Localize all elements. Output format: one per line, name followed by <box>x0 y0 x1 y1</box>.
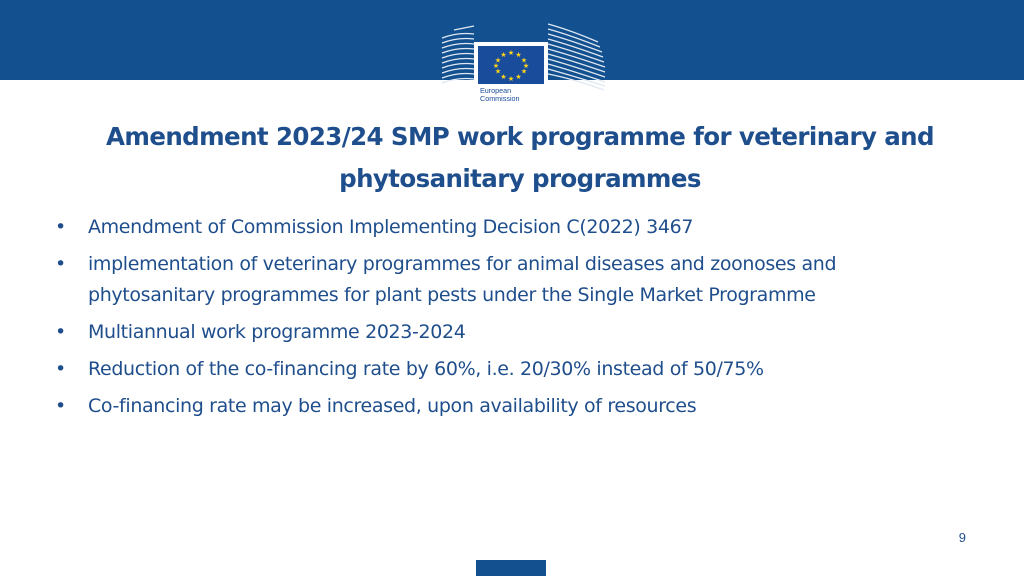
logo-building-right <box>548 24 605 90</box>
bullet-text: Multiannual work programme 2023-2024 <box>88 321 466 343</box>
bullet-marker: • <box>55 216 66 238</box>
footer-tab <box>476 560 546 576</box>
svg-text:★: ★ <box>500 51 507 59</box>
bullet-text: implementation of veterinary programmes for animal diseases and zoonoses and phytosanitary programmes for plant pests under the Single Market Programme <box>88 253 837 306</box>
bullet-item <box>55 391 955 422</box>
slide-title <box>60 116 980 200</box>
logo-text-line1: European <box>480 86 512 95</box>
svg-text:★: ★ <box>500 73 507 81</box>
bullet-marker: • <box>55 358 66 380</box>
bullet-item <box>55 317 955 348</box>
bullet-item <box>55 249 955 311</box>
logo-building-left <box>442 26 474 83</box>
bullet-text: Co-financing rate may be increased, upon availability of resources <box>88 395 697 417</box>
svg-text:★: ★ <box>520 67 528 76</box>
svg-text:★: ★ <box>494 56 502 65</box>
svg-text:★: ★ <box>507 75 515 83</box>
bullet-list <box>55 212 955 428</box>
svg-text:★: ★ <box>494 67 502 76</box>
svg-text:★: ★ <box>515 51 522 59</box>
logo-text-line2: Commission <box>480 94 520 103</box>
bullet-marker: • <box>55 321 66 343</box>
svg-text:★: ★ <box>515 73 522 81</box>
bullet-item <box>55 354 955 385</box>
svg-text:★: ★ <box>522 62 530 70</box>
slide-title-line1: Amendment 2023/24 SMP work programme for veterinary and <box>106 122 934 151</box>
svg-text:★: ★ <box>520 56 528 65</box>
bullet-item <box>55 212 955 243</box>
european-commission-logo <box>440 20 608 108</box>
bullet-marker: • <box>55 395 66 417</box>
slide-title-line2: phytosanitary programmes <box>339 164 701 193</box>
page-number: 9 <box>958 530 966 545</box>
svg-text:★: ★ <box>507 49 515 57</box>
svg-text:★: ★ <box>492 62 500 70</box>
bullet-text: Amendment of Commission Implementing Decision C(2022) 3467 <box>88 216 694 238</box>
bullet-marker: • <box>55 253 66 275</box>
bullet-text: Reduction of the co-financing rate by 60%, i.e. 20/30% instead of 50/75% <box>88 358 764 380</box>
